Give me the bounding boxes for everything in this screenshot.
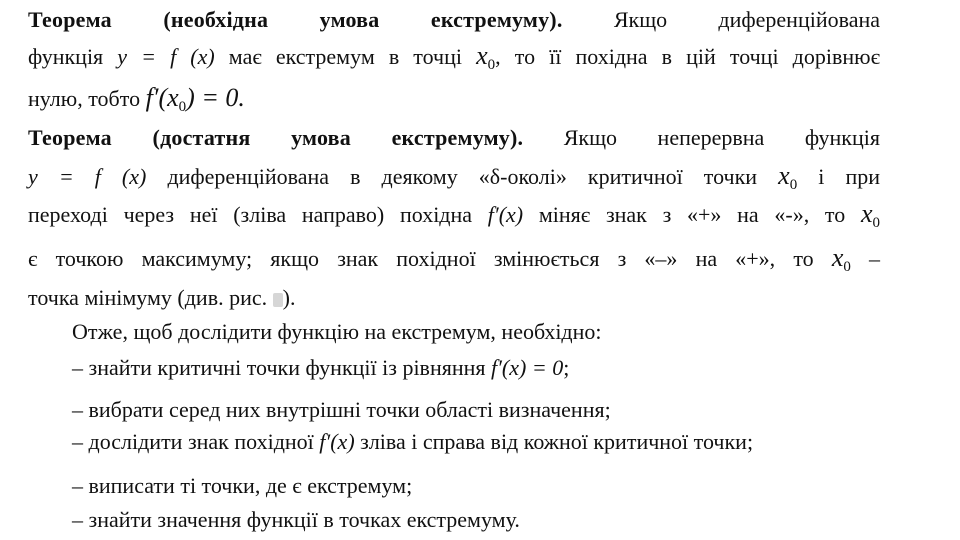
theorem2-line5-text-a: точка мінімуму (див. рис. [28,285,268,310]
theorem1-line3 [28,84,880,121]
theorem1-line2-text-b: має екстремум в точці [228,44,463,69]
figure-ref-smudge [273,293,283,307]
theorem1-line2-text-a: функція [28,44,104,69]
math-x0: $x_0$ [861,199,881,231]
theorem1-line2-text-c: , то її похідна в цій точці дорівнює [495,44,881,69]
theorem1-title: Теорема (необхідна умова екстремуму). [28,7,563,32]
procedure-step-5: – знайти значення функції в точках екстремуму. [72,507,520,532]
procedure-step-1 [72,354,880,382]
procedure-step-3 [72,428,880,456]
math-y-eq-fx: y = f (x) [28,164,147,189]
theorem1-line1-text: Якщо диференційована [613,7,881,32]
math-fprime-x-eq-0: f′(x) = 0 [491,355,564,380]
theorem1-line2 [28,42,880,79]
math-x0: $x_0$ [831,243,851,275]
procedure-step-1-text: – знайти критичні точки функції із рівняння [72,355,486,380]
procedure-step-1-semicolon: ; [563,355,570,380]
math-x0: $x_0$ [778,161,798,193]
math-fprime-x0-eq-0: $f'(x_0) = 0$. [145,83,245,115]
procedure-step-4: – виписати ті точки, де є екстремум; [72,473,413,498]
procedure-step-3-text-a: – дослідити знак похідної [72,429,314,454]
theorem2-line3 [28,200,880,237]
theorem2-line4 [28,244,880,281]
math-fprime-x: f′(x) [319,429,355,454]
math-y-eq-fx: y = f (x) [117,44,215,69]
theorem2-line2-text-a: диференційована в деякому «δ-околі» критичної точки [167,164,758,189]
theorem2-line4-text-a: є точкою максимуму; якщо знак похідної змінюється з «–» на «+», то [28,246,814,271]
math-fprime-x: f′(x) [487,202,524,227]
theorem2-line5-text-b: ). [282,285,296,310]
procedure-step-2: – вибрати серед них внутрішні точки області визначення; [72,397,611,422]
theorem2-line1-text: Якщо неперервна функція [563,125,880,150]
math-x0: $x_0$ [476,41,496,73]
theorem2-title: Теорема (достатня умова екстремуму). [28,125,524,150]
theorem2-line1 [28,124,880,152]
theorem2-line3-text-b: міняє знак з «+» на «-», то [538,202,846,227]
theorem1-line3-text: нулю, тобто [28,86,141,111]
theorem2-line3-text-a: переході через неї (зліва направо) похідна [28,202,473,227]
theorem2-line2-text-b: і при [818,164,881,189]
theorem2-line4-dash: – [869,246,881,271]
procedure-step-3-text-b: зліва і справа від кожної критичної точки; [360,429,754,454]
theorem2-line2 [28,162,880,199]
theorem1-line1 [28,6,880,34]
procedure-intro: Отже, щоб дослідити функцію на екстремум, необхідно: [72,319,602,344]
theorem2-line5 [28,284,880,312]
